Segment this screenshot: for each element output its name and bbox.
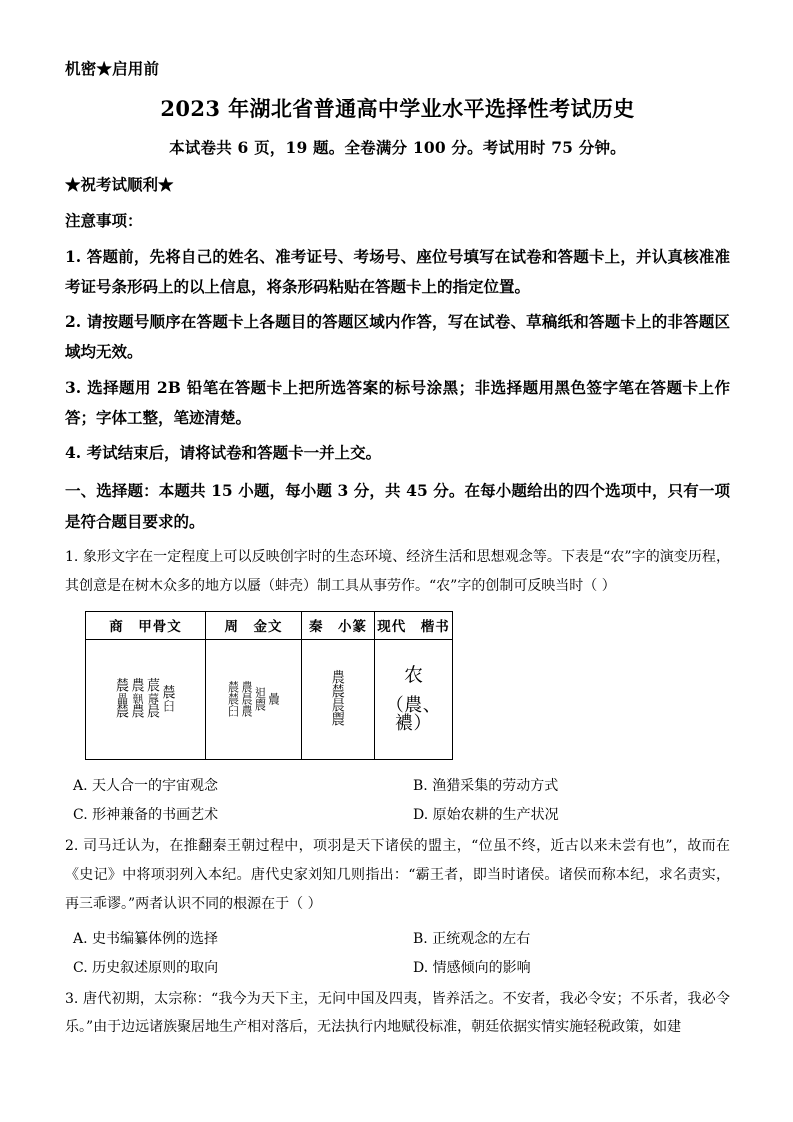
table-header-cell-zhou-bronze: 周 金文	[206, 611, 302, 639]
page-title: 2023 年湖北省普通高中学业水平选择性考试历史	[160, 95, 635, 121]
table-header-row	[86, 611, 453, 639]
question-1	[65, 543, 730, 830]
glyph: 𦏧	[132, 691, 143, 707]
glyph-column	[162, 684, 176, 714]
modern-character-variants: （農、襛）	[385, 694, 442, 734]
glyph: 𦥑	[163, 698, 175, 714]
option-d[interactable]: D. 情感倾向的影响	[413, 959, 531, 976]
option-b[interactable]: B. 渔猎采集的劳动方式	[413, 777, 559, 794]
glyph-column	[131, 677, 144, 721]
option-c[interactable]: C. 历史叙述原则的取向	[73, 959, 219, 976]
glyph: 農	[241, 679, 252, 695]
glyph: 辳	[228, 691, 239, 707]
question-stem: 2. 司马迁认为，在推翻秦王朝过程中，项羽是天下诸侯的盟主，“位虽不终，近古以来未尝有也”，故而在《史记》中将项羽列入本纪。唐代史家刘知几则指出：“霸王者，即当时诸侯。诸侯而称本纪，求名责实，再三乖谬。”两者认识不同的根源在于（ ）	[65, 837, 730, 912]
notice-item: 4. 考试结束后，请将试卷和答题卡一并上交。	[65, 443, 382, 463]
glyph: 農	[241, 703, 252, 719]
notice-item: 1. 答题前，先将自己的姓名、准考证号、考场号、座位号填写在试卷和答题卡上，并认真核准准考证号条形码上的以上信息，将条形码粘贴在答题卡上的指定位置。	[65, 246, 730, 297]
glyph: 晨	[241, 691, 252, 707]
glyph: 曟	[268, 691, 279, 707]
glyph: 蓐	[148, 691, 159, 707]
table-header-cell-modern-kaishu: 现代 楷书	[375, 611, 453, 639]
table-cell-shang-oracle-glyphs	[86, 639, 206, 759]
notice-item: 2. 请按题号顺序在答题卡上各题目的答题区域内作答，写在试卷、草稿纸和答题卡上的非答题区域均无效。	[65, 312, 730, 362]
option-b[interactable]: B. 正统观念的左右	[413, 930, 531, 947]
bronze-script-glyph-grid	[206, 640, 301, 759]
glyph: 農	[131, 677, 144, 695]
glyph: 農	[131, 703, 144, 721]
option-a[interactable]: A. 天人合一的宇宙观念	[73, 777, 219, 794]
notice-heading: 注意事项：	[65, 210, 143, 230]
table-header-cell-shang-oracle: 商 甲骨文	[86, 611, 206, 639]
question-2-options	[65, 925, 730, 983]
glyph-evolution-table-wrapper	[65, 611, 730, 760]
glyph: 莀	[147, 677, 160, 695]
oracle-bone-glyph-grid	[86, 640, 205, 759]
glyph: 䢉	[331, 711, 345, 729]
modern-kaishu-content	[375, 640, 452, 759]
question-2	[65, 832, 730, 983]
glyph-column	[331, 669, 345, 729]
question-stem: 1. 象形文字在一定程度上可以反映创字时的生态环境、经济生活和思想观念等。下表是“农”字的演变历程，其创意是在树木众多的地方以蜃（蚌壳）制工具从事劳作。“农”字的创制可反映当时（ ）	[65, 548, 730, 594]
glyph-column	[147, 677, 160, 721]
glyph: 農	[331, 669, 345, 687]
question-1-options	[65, 772, 730, 830]
glyph: 辳	[331, 683, 345, 701]
question-3	[65, 985, 730, 1043]
glyph: 辳	[228, 679, 239, 695]
table-header-cell-qin-seal: 秦 小篆	[302, 611, 375, 639]
paper-subtitle: 本试卷共 6 页，19 题。全卷满分 100 分。考试用时 75 分钟。	[169, 138, 626, 158]
glyph: 畾	[116, 691, 128, 707]
glyph: 辳	[115, 677, 129, 695]
table-body-row	[86, 639, 453, 759]
question-stem: 3. 唐代初期，太宗称：“我今为天下主，无问中国及四夷，皆养活之。不安者，我必令安；不乐者，我必令乐。”由于边远诸族聚居地生产相对落后，无法执行内地赋役标准，朝廷依据实情实施轻税政策，如建	[65, 990, 730, 1036]
glyph-evolution-table	[85, 611, 453, 760]
good-luck-note: ★祝考试顺利★	[65, 175, 174, 195]
table-cell-zhou-bronze-glyphs	[206, 639, 302, 759]
table-cell-qin-seal-glyphs	[302, 639, 375, 759]
seal-script-glyph-grid	[302, 640, 374, 759]
glyph: 𦥑	[228, 703, 239, 719]
glyph: 䢉	[255, 697, 266, 713]
glyph-column	[268, 691, 280, 707]
glyph: 辳	[115, 703, 129, 721]
glyph: 晨	[331, 697, 345, 715]
table-cell-modern-kaishu	[375, 639, 453, 759]
glyph: 晨	[147, 703, 160, 721]
modern-character: 农	[403, 663, 423, 686]
glyph: 辳	[162, 684, 176, 702]
option-c[interactable]: C. 形神兼备的书画艺术	[73, 806, 219, 823]
confidential-notice: 机密★启用前	[65, 59, 160, 78]
notice-item: 3. 选择题用 2B 铅笔在答题卡上把所选答案的标号涂黑；非选择题用黑色签字笔在答题卡上作答；字体工整，笔迹清楚。	[65, 377, 730, 427]
glyph: 𨑨	[255, 685, 266, 701]
glyph-column	[255, 685, 266, 713]
page-content	[65, 58, 730, 1044]
glyph-column	[115, 677, 129, 721]
glyph-column	[241, 679, 253, 719]
option-d[interactable]: D. 原始农耕的生产状况	[413, 806, 559, 823]
section-heading-multiple-choice: 一、选择题：本题共 15 小题，每小题 3 分，共 45 分。在每小题给出的四个选项中，只有一项是符合题目要求的。	[65, 481, 730, 531]
option-a[interactable]: A. 史书编纂体例的选择	[73, 930, 219, 947]
glyph-column	[228, 679, 239, 719]
